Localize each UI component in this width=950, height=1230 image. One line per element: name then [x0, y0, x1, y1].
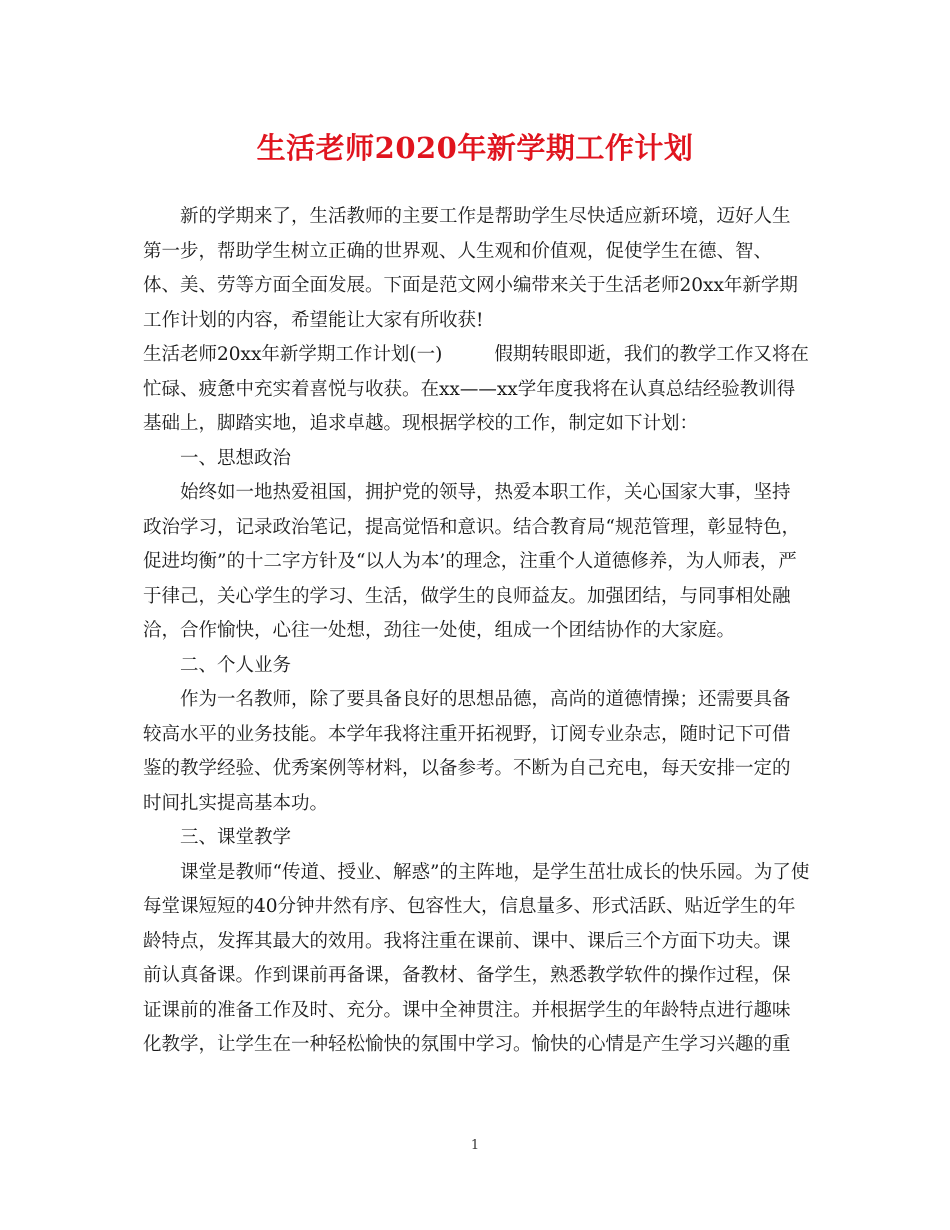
body-line: 政治学习，记录政治笔记，提高觉悟和意识。结合教育局“规范管理，彰显特色，	[143, 516, 800, 538]
body-line: 工作计划的内容，希望能让大家有所收获!	[143, 309, 484, 331]
body-line: 化教学，让学生在一种轻松愉快的氛围中学习。愉快的心情是产生学习兴趣的重	[143, 1034, 791, 1055]
body-line: 每堂课短短的40分钟井然有序、包容性大，信息量多、形式活跃、贴近学生的年	[143, 896, 796, 917]
body-line: 始终如一地热爱祖国，拥护党的领导，热爱本职工作，关心国家大事，坚持	[180, 482, 791, 503]
body-line: 体、美、劳等方面全面发展。下面是范文网小编带来关于生活老师20xx年新学期	[143, 275, 798, 296]
body-line: 新的学期来了，生活教师的主要工作是帮助学生尽快适应新环境，迈好人生	[180, 206, 791, 227]
section-heading: 三、课堂教学	[180, 827, 292, 848]
body-line: 于律己，关心学生的学习、生活，做学生的良师益友。加强团结，与同事相处融	[143, 585, 791, 607]
body-line: 第一步，帮助学生树立正确的世界观、人生观和价值观，促使学生在德、智、	[143, 240, 773, 262]
body-line: 作为一名教师，除了要具备良好的思想品德，高尚的道德情操；还需要具备	[180, 689, 791, 710]
document-body	[143, 200, 823, 1063]
body-line: 促进均衡”的十二字方针及“以人为本’的理念，注重个人道德修养，为人师表，严	[143, 551, 797, 572]
document-title: 生活老师2020年新学期工作计划	[256, 131, 694, 165]
body-line: 证课前的准备工作及时、充分。课中全神贯注。并根据学生的年龄特点进行趣味	[143, 999, 791, 1021]
section-heading: 一、思想政治	[180, 447, 292, 469]
body-text-inline: 假期转眼即逝，我们的教学工作又将在	[494, 344, 809, 365]
body-line	[143, 338, 823, 373]
body-line: 基础上，脚踏实地，追求卓越。现根据学校的工作，制定如下计划：	[143, 413, 699, 434]
section-heading: 二、个人业务	[180, 654, 292, 676]
body-line: 忙碌、疲惫中充实着喜悦与收获。在xx——xx学年度我将在认真总结经验教训得	[143, 378, 796, 400]
body-line: 前认真备课。作到课前再备课，备教材、备学生，熟悉教学软件的操作过程，保	[143, 965, 791, 986]
section-heading-inline: 生活老师20xx年新学期工作计划(一)	[143, 344, 443, 365]
body-line: 龄特点，发挥其最大的效用。我将注重在课前、课中、课后三个方面下功夫。课	[143, 930, 791, 952]
page-number: 1	[470, 1138, 480, 1153]
body-line: 较高水平的业务技能。本学年我将注重开拓视野，订阅专业杂志，随时记下可借	[143, 723, 791, 745]
body-line: 课堂是教师“传道、授业、解惑”的主阵地，是学生茁壮成长的快乐园。为了使	[180, 861, 810, 883]
body-line: 洽，合作愉快，心往一处想，劲往一处使，组成一个团结协作的大家庭。	[143, 620, 736, 641]
body-line: 鉴的教学经验、优秀案例等材料，以备参考。不断为自己充电，每天安排一定的	[143, 758, 791, 779]
body-line: 时间扎实提高基本功。	[143, 792, 329, 814]
